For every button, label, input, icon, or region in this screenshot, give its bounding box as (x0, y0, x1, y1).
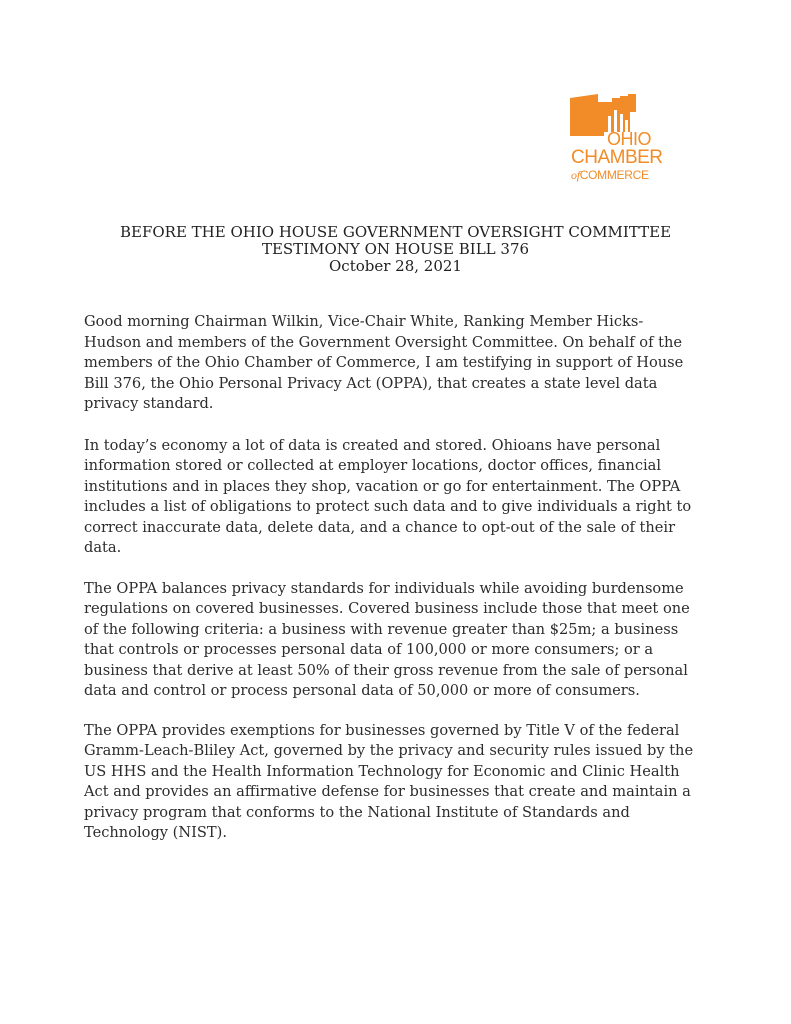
heading-testimony: TESTIMONY ON HOUSE BILL 376 (261, 240, 530, 258)
logo-commerce-word: COMMERCE (579, 168, 649, 182)
logo-ohio-text: OHIO (607, 129, 652, 149)
paragraph-exemptions: The OPPA provides exemptions for businesses governed by Title V of the federal Gramm-Leach-Bliley Act, governed by the privacy and security rules issued by the US HHS and the Health Information Technology for Economic and Clinic Health Act and provides an affirmative defense for businesses that create and maintain a privacy program that conforms to the National Institute of Standards and Technology (NIST). (84, 721, 694, 841)
logo-of-text: of (571, 168, 580, 182)
paragraph-balances: The OPPA balances privacy standards for individuals while avoiding burdensome regulations on covered businesses. Covered business include those that meet one of the following criteria: a business with revenue greater than $25m; a business that controls or processes personal data of 100,000 or more consumers; or a business that derive at least 50% of their gross revenue from the sale of personal data and control or process personal data of 50,000 or more of consumers. (84, 579, 690, 699)
document-heading (0, 224, 791, 275)
heading-committee: BEFORE THE OHIO HOUSE GOVERNMENT OVERSIGHT COMMITTEE (119, 223, 672, 241)
logo-chamber-text: CHAMBER (571, 147, 663, 168)
paragraph-intro: Good morning Chairman Wilkin, Vice-Chair White, Ranking Member Hicks-Hudson and members of the Government Oversight Committee. On behalf of the members of the Ohio Chamber of Commerce, I am testifying in support of House Bill 376, the Ohio Personal Privacy Act (OPPA), that creates a state level data privacy standard. (84, 313, 684, 412)
ohio-chamber-logo (568, 92, 674, 192)
testimony-body (84, 312, 694, 865)
paragraph-economy: In today’s economy a lot of data is created and stored. Ohioans have personal information stored or collected at employer locations, doctor offices, financial institutions and in places they shop, vacation or go for entertainment. The OPPA includes a list of obligations to protect such data and to give individuals a right to correct inaccurate data, delete data, and a chance to opt-out of the sale of their data. (84, 436, 692, 556)
heading-date: October 28, 2021 (329, 257, 462, 275)
logo-commerce-text (571, 169, 649, 181)
